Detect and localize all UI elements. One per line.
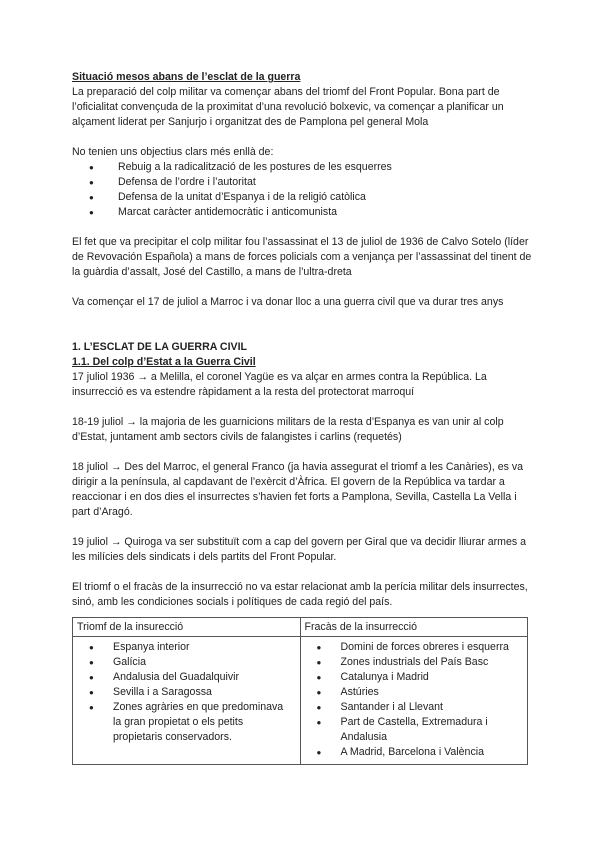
section-paragraph-5: El triomf o el fracàs de la insurrecció no va estar relacionat amb la perícia militar dels insurrectes, sinó, amb les condiciones socials i polítiques de cada regió del país. — [72, 581, 528, 608]
document-body — [72, 70, 532, 610]
section-paragraph-2: 18-19 juliol → la majoria de les guarnicions militars de la resta d’Espanya es van unir al colp d’Estat, juntament amb sectors civils de falangistes i carlins (requetés) — [72, 416, 504, 443]
table-header-row — [73, 618, 528, 637]
section-paragraph-1: 17 juliol 1936 → a Melilla, el coronel Yagüe es va alçar en armes contra la República. La insurrecció es va estendre ràpidament a la resta del protectorat marroquí — [72, 371, 487, 398]
list-item: ● Part de Castella, Extremadura i Andalusia — [303, 715, 526, 745]
table-header-triumph: Triomf de la insurecció — [73, 618, 301, 637]
intro-paragraph-2: El fet que va precipitar el colp militar fou l’assassinat el 13 de juliol de 1936 de Calvo Sotelo (líder de Revovación Española) a mans de forces policials com a venjança per l’assassinat del tinent de la guàrdia d’assalt, José del Castillo, a mans de l’ultra-dreta — [72, 236, 532, 278]
intro-paragraph-1: La preparació del colp militar va començar abans del triomf del Front Popular. Bona part de l’oficialitat convençuda de la proximitat d’una revolució bolxevic, va començar a planificar un alçament liderat per Sanjurjo i organitzat des de Pamplona pel general Mola — [72, 86, 504, 128]
list-item: ● Espanya interior — [75, 640, 298, 655]
section-subtitle: 1.1. Del colp d’Estat a la Guerra Civil — [72, 356, 256, 368]
section-paragraph-3: 18 juliol → Des del Marroc, el general Franco (ja havia assegurat el triomf a les Canàries), es va dirigir a la península, al capdavant de l’exèrcit d’Àfrica. El govern de la República va tardar a reaccionar i en dos dies el insurrectes s’havien fet forts a Pamplona, Sevilla, Castella La Vella i part d’Aragó. — [72, 461, 524, 518]
triumph-list — [75, 640, 298, 745]
objectives-intro: No tenien uns objectius clars més enllà de: — [72, 146, 274, 158]
list-item: ● Defensa de l’ordre i l’autoritat — [72, 175, 532, 190]
section-paragraph-4: 19 juliol → Quiroga va ser substituït com a cap del govern per Giral que va decidir lliurar armes a les milícies dels sindicats i dels partits del Front Popular. — [72, 536, 526, 563]
list-item: ● Marcat caràcter antidemocràtic i anticomunista — [72, 205, 532, 220]
list-item: ● Rebuig a la radicalització de les postures de les esquerres — [72, 160, 532, 175]
insurrection-table — [72, 617, 528, 765]
list-item: ● Zones industrials del País Basc — [303, 655, 526, 670]
table-header-failure: Fracàs de la insurrecció — [300, 618, 528, 637]
intro-heading: Situació mesos abans de l’esclat de la guerra — [72, 71, 301, 83]
triumph-cell — [73, 637, 301, 765]
list-item: ● Sevilla i a Saragossa — [75, 685, 298, 700]
list-item: ● A Madrid, Barcelona i València — [303, 745, 526, 760]
list-item: ● Santander i al Llevant — [303, 700, 526, 715]
list-item: ● Galícia — [75, 655, 298, 670]
list-item: ● Astúries — [303, 685, 526, 700]
objectives-list — [72, 160, 532, 220]
list-item: ● Zones agràries en que predominava la gran propietat o els petits propietaris conservadors. — [75, 700, 298, 745]
list-item: ● Defensa de la unitat d’Espanya i de la religió catòlica — [72, 190, 532, 205]
failure-cell — [300, 637, 528, 765]
list-item: ● Andalusia del Guadalquivir — [75, 670, 298, 685]
failure-list — [303, 640, 526, 760]
list-item: ● Domini de forces obreres i esquerra — [303, 640, 526, 655]
section-title: 1. L’ESCLAT DE LA GUERRA CIVIL — [72, 341, 248, 353]
list-item: ● Catalunya i Madrid — [303, 670, 526, 685]
intro-paragraph-3: Va començar el 17 de juliol a Marroc i va donar lloc a una guerra civil que va durar tres anys — [72, 296, 504, 308]
table-row — [73, 637, 528, 765]
